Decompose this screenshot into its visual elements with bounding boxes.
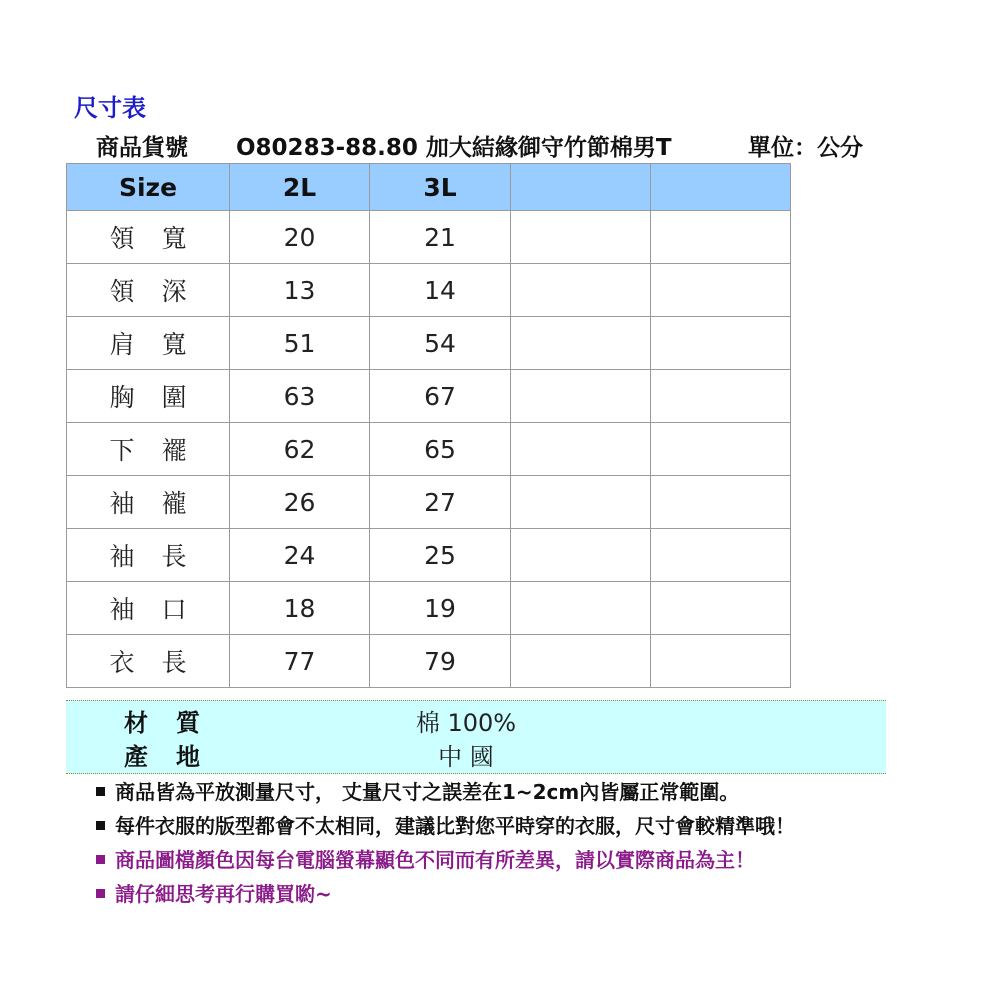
size-value-cell: 19	[370, 582, 511, 635]
material-row	[66, 703, 886, 737]
label-char: 寬	[161, 330, 187, 359]
note-text: 請仔細思考再行購買喲~	[115, 882, 332, 906]
label-char: 材	[124, 709, 148, 737]
size-value-cell	[651, 211, 791, 264]
product-name: O80283-88.80 加大結緣御守竹節棉男T	[236, 135, 672, 161]
label-char: 肩	[109, 330, 135, 359]
square-bullet-icon	[96, 855, 105, 864]
note-text: 商品皆為平放測量尺寸， 丈量尺寸之誤差在1~2cm內皆屬正常範圍。	[115, 780, 740, 804]
size-table-row	[67, 370, 791, 423]
header-cell-empty	[651, 164, 791, 211]
label-char: 長	[161, 542, 187, 571]
note-item	[96, 776, 976, 810]
note-item	[96, 810, 976, 844]
label-char: 地	[176, 743, 200, 771]
note-item	[96, 844, 976, 878]
label-char: 產	[124, 743, 148, 771]
material-label	[110, 703, 214, 738]
measurement-label	[67, 582, 230, 635]
header-cell-size: Size	[67, 164, 230, 211]
size-value-cell	[511, 476, 651, 529]
size-value-cell: 79	[370, 635, 511, 688]
page-title: 尺寸表	[74, 94, 146, 122]
size-value-cell: 65	[370, 423, 511, 476]
label-char: 衣	[109, 648, 135, 677]
measurement-label	[67, 423, 230, 476]
label-char: 質	[176, 709, 200, 737]
notes-list	[96, 776, 976, 912]
label-char: 寬	[161, 224, 187, 253]
size-value-cell: 51	[230, 317, 370, 370]
label-char: 下	[109, 436, 135, 465]
size-value-cell: 67	[370, 370, 511, 423]
size-value-cell: 63	[230, 370, 370, 423]
note-item	[96, 878, 976, 912]
measurement-label	[67, 317, 230, 370]
size-value-cell: 62	[230, 423, 370, 476]
origin-row	[66, 737, 886, 771]
label-char: 袖	[109, 489, 135, 518]
size-value-cell: 24	[230, 529, 370, 582]
origin-label	[110, 737, 214, 772]
product-code-label: 商品貨號	[96, 135, 188, 161]
note-text: 商品圖檔顏色因每台電腦螢幕顯色不同而有所差異，請以實際商品為主！	[115, 848, 755, 872]
size-table-row	[67, 476, 791, 529]
size-value-cell	[511, 635, 651, 688]
size-table-row	[67, 529, 791, 582]
size-value-cell: 77	[230, 635, 370, 688]
size-value-cell	[511, 211, 651, 264]
size-header-row	[67, 164, 791, 211]
size-value-cell	[651, 370, 791, 423]
size-value-cell	[511, 370, 651, 423]
size-value-cell	[511, 423, 651, 476]
header-cell-3l: 3L	[370, 164, 511, 211]
size-table-row	[67, 317, 791, 370]
size-table	[66, 163, 791, 688]
size-value-cell	[651, 317, 791, 370]
label-char: 領	[109, 224, 135, 253]
origin-value: 中 國	[438, 743, 494, 771]
size-value-cell: 25	[370, 529, 511, 582]
size-table-row	[67, 582, 791, 635]
square-bullet-icon	[96, 821, 105, 830]
size-value-cell	[651, 476, 791, 529]
square-bullet-icon	[96, 889, 105, 898]
label-char: 圍	[161, 383, 187, 412]
label-char: 深	[161, 277, 187, 306]
size-value-cell: 20	[230, 211, 370, 264]
size-value-cell	[651, 264, 791, 317]
unit-label: 單位：公分	[748, 135, 863, 161]
label-char: 長	[161, 648, 187, 677]
label-char: 胸	[109, 383, 135, 412]
size-value-cell	[511, 582, 651, 635]
size-value-cell: 13	[230, 264, 370, 317]
measurement-label	[67, 476, 230, 529]
product-info-line	[96, 129, 886, 163]
label-char: 襬	[161, 436, 187, 465]
measurement-label	[67, 529, 230, 582]
label-char: 袖	[109, 595, 135, 624]
size-table-row	[67, 211, 791, 264]
header-cell-2l: 2L	[230, 164, 370, 211]
measurement-label	[67, 370, 230, 423]
material-value: 棉 100%	[415, 709, 517, 737]
label-char: 口	[161, 595, 187, 624]
label-char: 襱	[161, 489, 187, 518]
size-table-row	[67, 264, 791, 317]
size-value-cell	[511, 264, 651, 317]
size-value-cell	[511, 529, 651, 582]
note-text: 每件衣服的版型都會不太相同，建議比對您平時穿的衣服，尺寸會較精準哦！	[115, 814, 795, 838]
header-cell-empty	[511, 164, 651, 211]
square-bullet-icon	[96, 787, 105, 796]
size-value-cell: 27	[370, 476, 511, 529]
material-origin-box	[66, 700, 886, 774]
size-value-cell	[651, 529, 791, 582]
size-value-cell: 54	[370, 317, 511, 370]
measurement-label	[67, 635, 230, 688]
measurement-label	[67, 264, 230, 317]
size-value-cell: 18	[230, 582, 370, 635]
size-value-cell	[651, 582, 791, 635]
measurement-label	[67, 211, 230, 264]
size-table-row	[67, 423, 791, 476]
size-value-cell	[651, 635, 791, 688]
size-value-cell: 26	[230, 476, 370, 529]
size-value-cell	[511, 317, 651, 370]
label-char: 袖	[109, 542, 135, 571]
size-value-cell: 14	[370, 264, 511, 317]
size-table-row	[67, 635, 791, 688]
size-value-cell	[651, 423, 791, 476]
size-value-cell: 21	[370, 211, 511, 264]
label-char: 領	[109, 277, 135, 306]
